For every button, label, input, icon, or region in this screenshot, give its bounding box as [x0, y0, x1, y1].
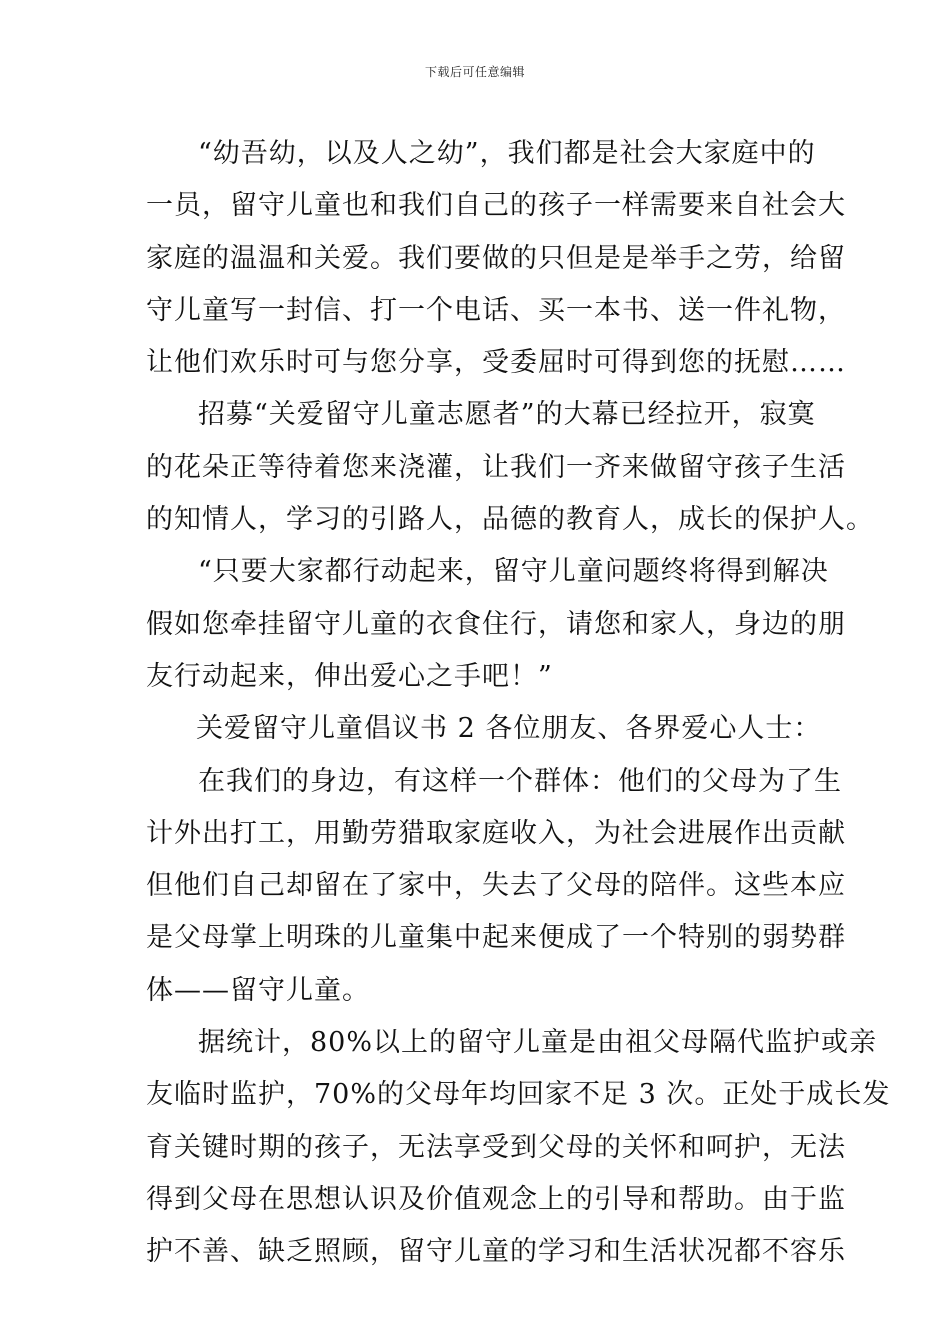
paragraph-line: 家庭的温温和关爱。我们要做的只但是是举手之劳，给留	[146, 242, 846, 274]
paragraph-line: 体——留守儿童。	[146, 974, 370, 1006]
paragraph-line: 友临时监护，70%的父母年均回家不足 3 次。正处于成长发	[146, 1079, 891, 1111]
paragraph-line: 育关键时期的孩子，无法享受到父母的关怀和呵护，无法	[146, 1131, 846, 1163]
paragraph-line: 招募“关爱留守儿童志愿者”的大幕已经拉开，寂寞	[198, 399, 816, 431]
paragraph-line: 假如您牵挂留守儿童的衣食住行，请您和家人，身边的朋	[146, 608, 846, 640]
paragraph-line: “只要大家都行动起来，留守儿童问题终将得到解决	[198, 556, 829, 588]
paragraph-line: “幼吾幼，以及人之幼”，我们都是社会大家庭中的	[198, 138, 816, 169]
paragraph-line: 关爱留守儿童倡议书 2 各位朋友、各界爱心人士：	[196, 713, 822, 745]
paragraph-line: 护不善、缺乏照顾，留守儿童的学习和生活状况都不容乐	[146, 1236, 846, 1268]
document-body	[146, 128, 891, 1279]
paragraph-line: 一员，留守儿童也和我们自己的孩子一样需要来自社会大	[146, 190, 846, 222]
paragraph-line: 计外出打工，用勤劳猎取家庭收入，为社会进展作出贡献	[146, 817, 846, 849]
paragraph-line: 据统计，80%以上的留守儿童是由祖父母隔代监护或亲	[198, 1027, 878, 1059]
paragraph-line: 得到父母在思想认识及价值观念上的引导和帮助。由于监	[146, 1183, 846, 1215]
paragraph-line: 但他们自己却留在了家中，失去了父母的陪伴。这些本应	[146, 870, 846, 902]
paragraph-line: 的知情人，学习的引路人，品德的教育人，成长的保护人。	[146, 504, 874, 536]
paragraph-line: 的花朵正等待着您来浇灌，让我们一齐来做留守孩子生活	[146, 451, 846, 483]
paragraph-line: 守儿童写一封信、打一个电话、买一本书、送一件礼物，	[146, 294, 846, 326]
paragraph-line: 是父母掌上明珠的儿童集中起来便成了一个特别的弱势群	[146, 922, 846, 954]
page-header: 下载后可任意编辑	[424, 65, 525, 79]
paragraph-line: 在我们的身边，有这样一个群体：他们的父母为了生	[198, 765, 842, 797]
paragraph-line: 友行动起来，伸出爱心之手吧！”	[146, 660, 553, 692]
paragraph-line: 让他们欢乐时可与您分享，受委屈时可得到您的抚慰……	[146, 347, 846, 379]
